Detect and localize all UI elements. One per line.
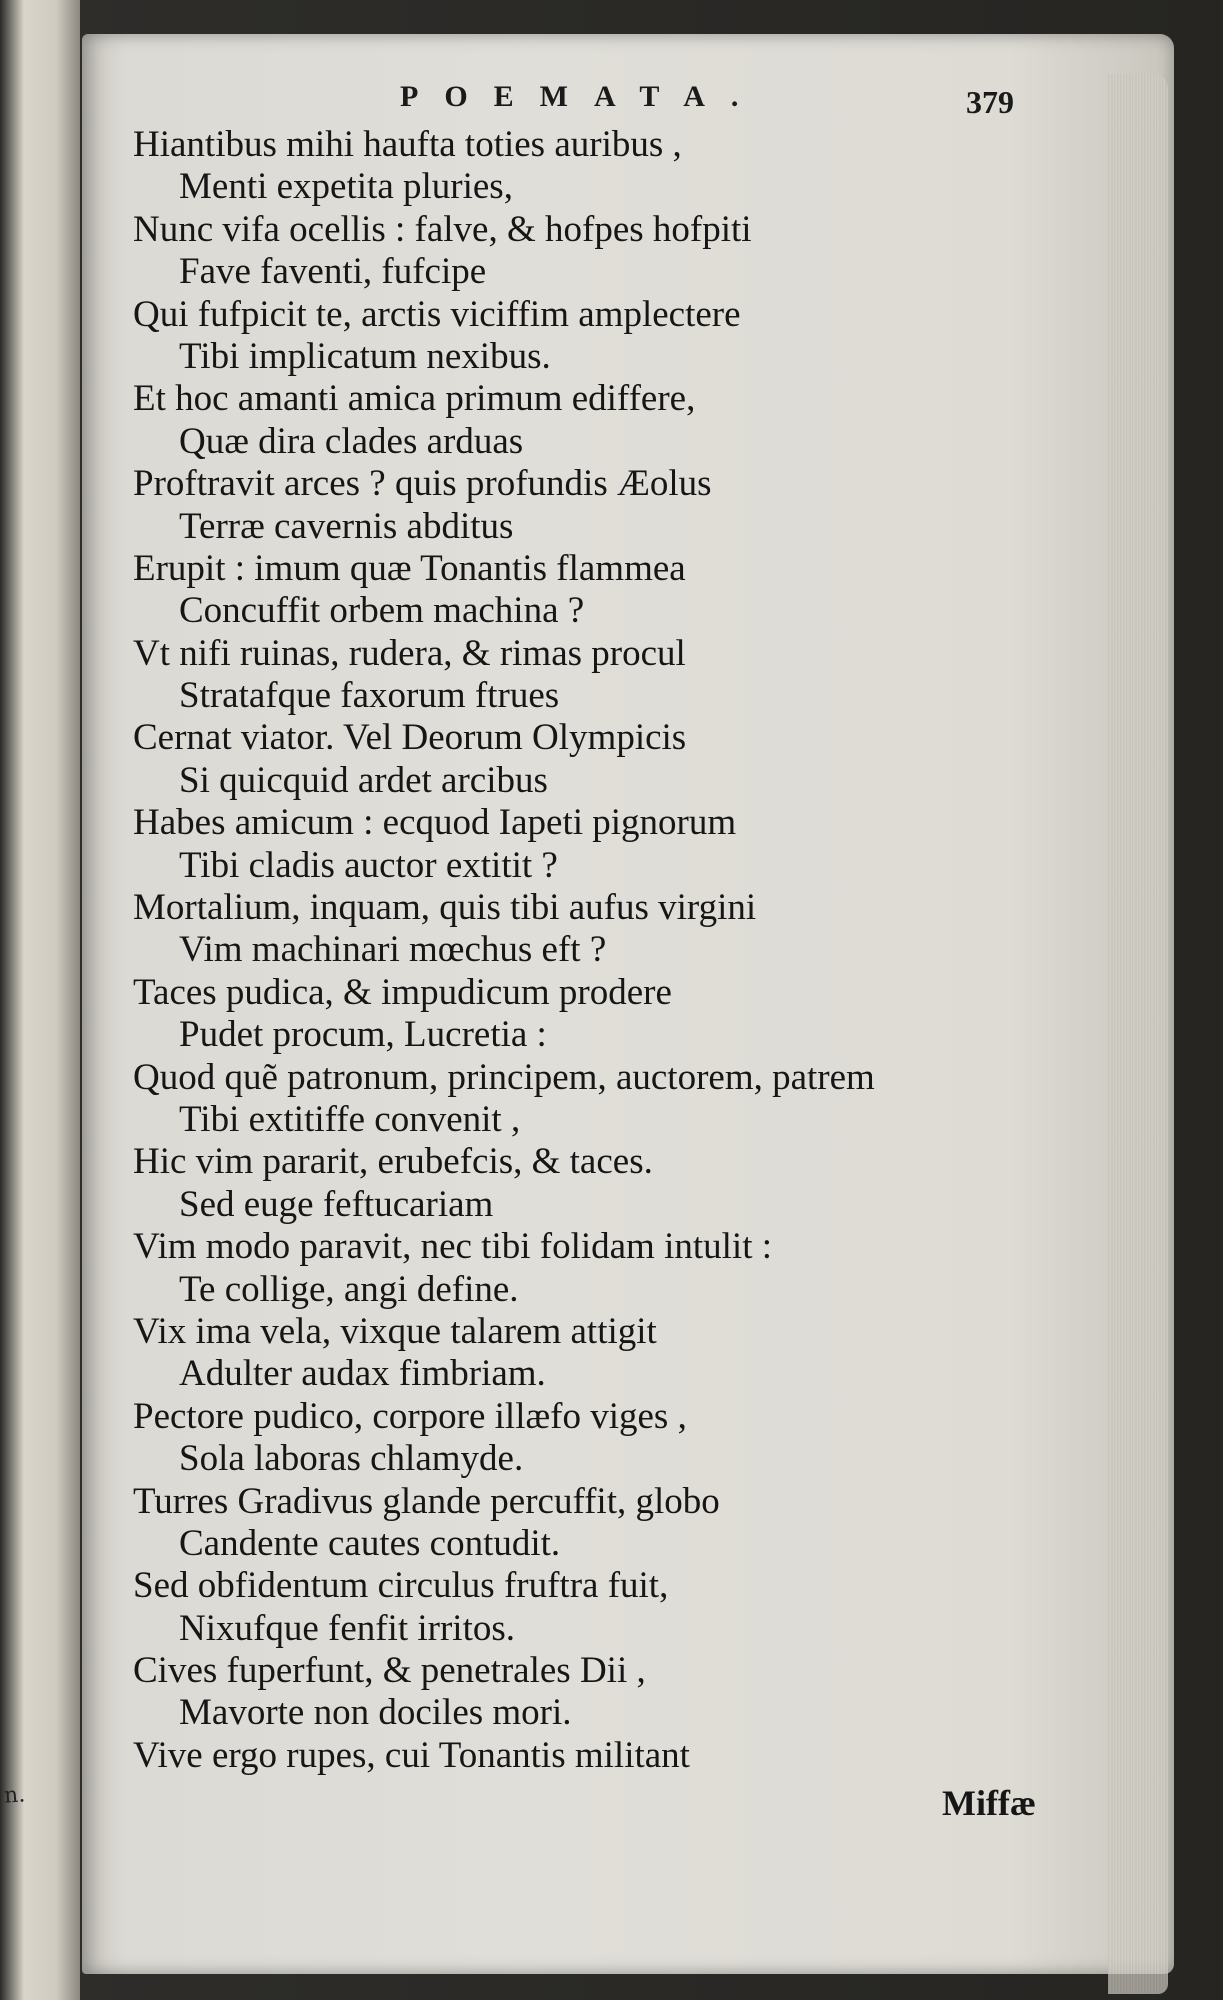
poem-line: Terræ cavernis abditus [179,505,514,547]
poem-line: Si quicquid ardet arcibus [179,759,548,801]
poem-line: Vim machinari mœchus eft ? [179,929,607,971]
poem-line: Quæ dira clades arduas [179,420,524,462]
poem-line: Mortalium, inquam, quis tibi aufus virgini [133,887,757,929]
poem-line: Vim modo paravit, nec tibi folidam intulit : [133,1226,773,1268]
poem-line: Erupit : imum quæ Tonantis flammea [133,547,686,589]
poem-line: Quod quẽ patronum, principem, auctorem, patrem [133,1056,875,1098]
poem-line: Hiantibus mihi haufta toties auribus , [133,124,682,165]
poem-line: Habes amicum : ecquod Iapeti pignorum [133,802,737,844]
poem-line: Proftravit arces ? quis profundis Æolus [133,463,712,505]
poem-line: Sed obfidentum circulus fruftra fuit, [133,1565,669,1607]
poem-line: Concuffit orbem machina ? [179,590,585,632]
poem-line: Te collige, angi define. [179,1268,519,1310]
poem-line: Hic vim pararit, erubefcis, & taces. [133,1141,653,1183]
poem-line: Adulter audax fimbriam. [179,1353,546,1395]
poem-line: Turres Gradivus glande percuffit, globo [133,1480,720,1522]
poem-line: Vive ergo rupes, cui Tonantis militant [133,1734,690,1776]
poem-line: Taces pudica, & impudicum prodere [133,971,672,1013]
poem-line: Nunc vifa ocellis : falve, & hofpes hofpiti [133,208,752,250]
page-number: 379 [966,84,1014,120]
facing-page-edge [0,0,80,2000]
poem-line: Tibi implicatum nexibus. [179,335,551,377]
poem-line: Fave faventi, fufcipe [179,251,487,293]
poem-line: Tibi extitiffe convenit , [179,1098,521,1140]
poem-line: Nixufque fenfit irritos. [179,1607,515,1649]
poem-line: Sola laboras chlamyde. [179,1438,524,1480]
poem-line: Vt nifi ruinas, rudera, & rimas procul [133,632,686,674]
poem-line: Vix ima vela, vixque talarem attigit [133,1310,657,1352]
poem-line: Tibi cladis auctor extitit ? [179,844,558,886]
poem-line: Cernat viator. Vel Deorum Olympicis [133,717,687,759]
poem-line: Stratafque faxorum ftrues [179,675,560,717]
facing-page-fragment: n. [3,1782,27,1809]
poem-line: Mavorte non dociles mori. [179,1692,572,1734]
poem-line: Candente cautes contudit. [179,1522,561,1564]
poem-line: Et hoc amanti amica primum ediffere, [133,378,696,420]
poem-line: Qui fufpicit te, arctis viciffim amplectere [133,293,741,335]
poem-text [133,124,1093,1777]
running-head: POEMATA. [400,80,765,113]
poem-line: Cives fuperfunt, & penetrales Dii , [133,1650,646,1692]
page-stack-edges [1108,74,1168,1994]
poem-line: Sed euge feftucariam [179,1183,494,1225]
poem-line: Pudet procum, Lucretia : [179,1014,547,1056]
catchword: Miffæ [942,1783,1036,1823]
poem-line: Pectore pudico, corpore illæfo viges , [133,1395,687,1437]
poem-line: Menti expetita pluries, [179,166,513,208]
